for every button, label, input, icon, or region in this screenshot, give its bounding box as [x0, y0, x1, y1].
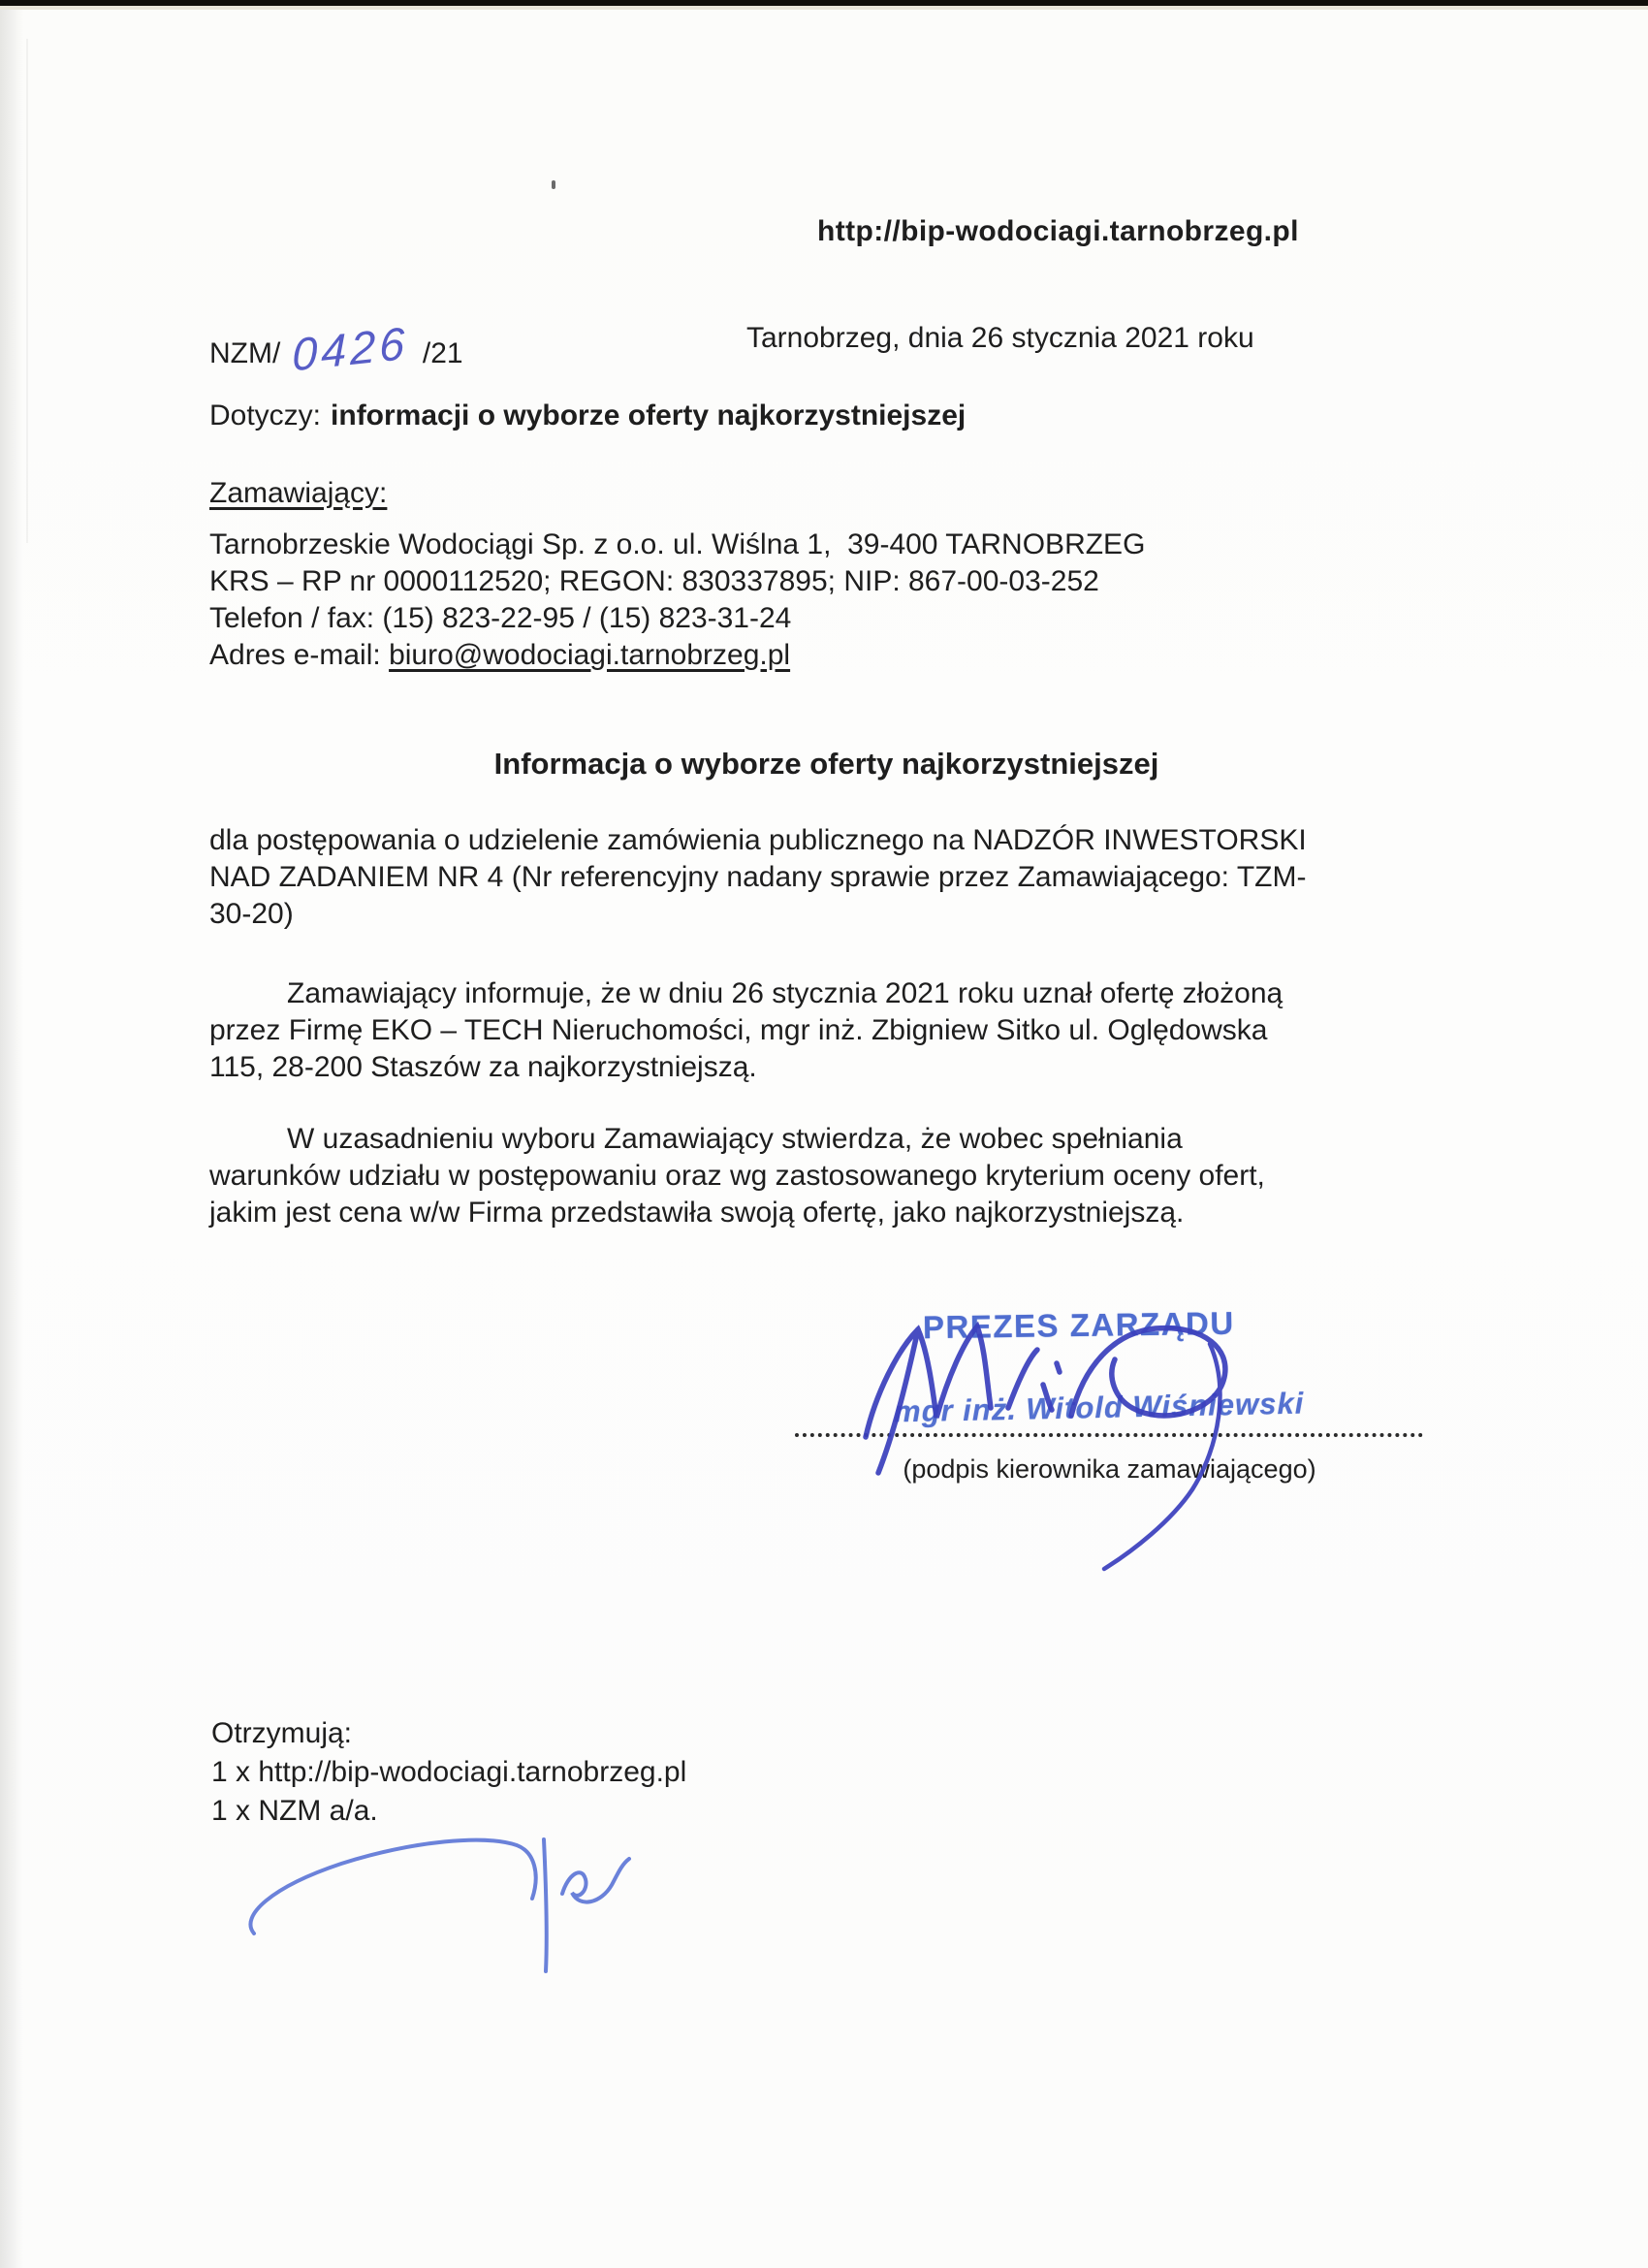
- handwritten-initials-flourish: [250, 1839, 629, 1971]
- paragraph-line: warunków udziału w postępowaniu oraz wg zastosowanego kryterium oceny ofert,: [209, 1160, 1265, 1192]
- scan-speck-artifact: [552, 180, 555, 189]
- signature-caption: (podpis kierownika zamawiającego): [903, 1454, 1316, 1484]
- reference-number-line: [209, 316, 463, 381]
- distribution-item-1: 1 x http://bip-wodociagi.tarnobrzeg.pl: [211, 1756, 687, 1788]
- subject-line: [209, 399, 966, 432]
- paragraph-line: W uzasadnieniu wyboru Zamawiający stwierdza, że wobec spełniania: [287, 1123, 1183, 1155]
- orderer-address-block: [209, 527, 1145, 674]
- scan-left-shadow-artifact: [0, 10, 23, 2268]
- letterhead-url: http://bip-wodociagi.tarnobrzeg.pl: [817, 215, 1299, 247]
- distribution-heading: Otrzymują:: [211, 1717, 353, 1749]
- date-line: Tarnobrzeg, dnia 26 stycznia 2021 roku: [746, 322, 1254, 354]
- paragraph-selection-announcement: [209, 975, 1460, 1086]
- scan-top-edge-artifact: [0, 0, 1648, 10]
- stamp-prezes-zarzadu: PREZES ZARZĄDU: [922, 1304, 1235, 1346]
- orderer-email-label: Adres e-mail:: [209, 639, 390, 671]
- orderer-email-line: [209, 637, 1145, 674]
- paragraph-line: jakim jest cena w/w Firma przedstawiła swoją ofertę, jako najkorzystniejszą.: [209, 1197, 1185, 1229]
- subject-value: informacji o wyborze oferty najkorzystniejszej: [331, 399, 967, 431]
- paragraph-line: przez Firmę EKO – TECH Nieruchomości, mgr inż. Zbigniew Sitko ul. Oględowska: [209, 1014, 1268, 1046]
- paragraph-line: 115, 28-200 Staszów za najkorzystniejszą.: [209, 1051, 757, 1083]
- orderer-email: biuro@wodociagi.tarnobrzeg.pl: [389, 639, 791, 671]
- handwritten-reference-number: 0426: [292, 316, 409, 381]
- reference-prefix: NZM/: [209, 337, 281, 369]
- paragraph-line: Zamawiający informuje, że w dniu 26 stycznia 2021 roku uznał ofertę złożoną: [287, 977, 1284, 1009]
- orderer-heading: Zamawiający:: [209, 477, 388, 509]
- orderer-registration-numbers: KRS – RP nr 0000112520; REGON: 830337895; NIP: 867-00-03-252: [209, 565, 1099, 597]
- distribution-block: [211, 1714, 686, 1831]
- paragraph-line: 30-20): [209, 898, 294, 930]
- paragraph-line: NAD ZADANIEM NR 4 (Nr referencyjny nadany sprawie przez Zamawiającego: TZM-: [209, 861, 1307, 893]
- paragraph-justification: [209, 1121, 1460, 1231]
- subject-label: Dotyczy:: [209, 399, 322, 431]
- stamp-signatory-name: mgr inż. Witold Wiśniewski: [893, 1386, 1305, 1429]
- reference-suffix: /21: [422, 337, 463, 369]
- orderer-phone-fax: Telefon / fax: (15) 823-22-95 / (15) 823-31-24: [209, 602, 792, 634]
- handwritten-signature: [866, 1326, 1225, 1569]
- paragraph-line: dla postępowania o udzielenie zamówienia publicznego na NADZÓR INWESTORSKI: [209, 824, 1307, 856]
- paragraph-procurement-scope: [209, 822, 1460, 933]
- orderer-name-address: Tarnobrzeskie Wodociągi Sp. z o.o. ul. Wiślna 1, 39-400 TARNOBRZEG: [209, 528, 1146, 560]
- distribution-item-2: 1 x NZM a/a.: [211, 1795, 378, 1827]
- signature-dotted-line: [795, 1416, 1423, 1437]
- document-title: Informacja o wyborze oferty najkorzystniejszej: [493, 747, 1159, 781]
- scan-crease-artifact: [26, 39, 28, 543]
